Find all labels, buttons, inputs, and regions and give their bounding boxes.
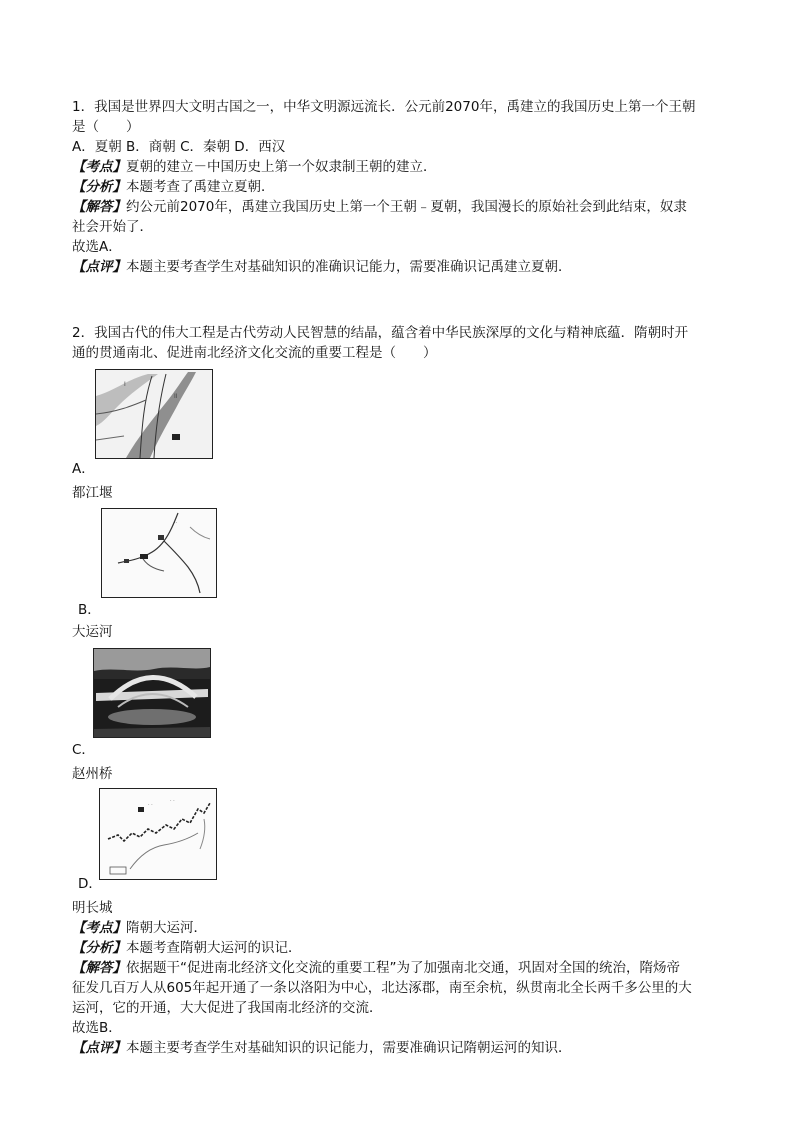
q2-dianping-text: 本题主要考查学生对基础知识的识记能力，需要准确识记隋朝运河的知识． — [126, 1040, 572, 1056]
q2-option-d-label: 明长城 — [72, 900, 113, 916]
question-1 — [72, 97, 722, 277]
q2-jieda-line3: 运河，它的开通，大大促进了我国南北经济的交流． — [72, 1000, 383, 1016]
q1-dianping — [72, 257, 722, 277]
svg-text:II: II — [174, 393, 178, 400]
q2-jieda-tag: 【解答】 — [72, 960, 126, 976]
q1-stem-line2: 是（ ） — [72, 119, 140, 135]
document-page — [72, 97, 722, 1058]
q1-fenxi-tag: 【分析】 — [72, 179, 126, 195]
q2-option-b — [72, 508, 722, 642]
q2-kaodian — [72, 918, 722, 938]
q1-stem-line1: 1．我国是世界四大文明古国之一，中华文明源远流长．公元前2070年，禹建立的我国历史上第一个王朝 — [72, 99, 696, 115]
q2-fenxi-tag: 【分析】 — [72, 940, 126, 956]
q2-fenxi — [72, 938, 722, 958]
q2-option-b-label: 大运河 — [72, 624, 113, 640]
q2-option-a-label: 都江堰 — [72, 485, 113, 501]
q2-option-d-letter: D． — [78, 876, 102, 892]
q1-kaodian — [72, 157, 722, 177]
svg-text:. .: . . — [170, 797, 175, 803]
q1-fenxi-text: 本题考查了禹建立夏朝． — [126, 179, 275, 195]
q1-jieda-line2: 社会开始了． — [72, 219, 153, 235]
q1-jieda — [72, 197, 722, 217]
question-2 — [72, 323, 722, 1058]
q2-option-d — [72, 788, 722, 918]
zhaozhou-bridge-photo — [93, 648, 211, 738]
q2-answer: 故选B． — [72, 1020, 122, 1036]
dujiangyan-map-image — [95, 369, 213, 459]
q2-jieda — [72, 958, 722, 978]
q2-option-c — [72, 648, 722, 784]
q2-kaodian-tag: 【考点】 — [72, 920, 126, 936]
q2-dianping — [72, 1038, 722, 1058]
q2-stem-line1: 2．我国古代的伟大工程是古代劳动人民智慧的结晶，蕴含着中华民族深厚的文化与精神底蕴．隋朝时开 — [72, 325, 689, 341]
ming-great-wall-map-image — [99, 788, 217, 880]
q1-fenxi — [72, 177, 722, 197]
q2-fenxi-text: 本题考查隋朝大运河的识记． — [126, 940, 302, 956]
q2-stem-line2: 通的贯通南北、促进南北经济文化交流的重要工程是（ ） — [72, 345, 437, 361]
q1-kaodian-tag: 【考点】 — [72, 159, 126, 175]
q2-option-c-letter: C． — [72, 742, 95, 758]
q1-jieda-text1: 约公元前2070年，禹建立我国历史上第一个王朝﹣夏朝，我国漫长的原始社会到此结束，奴隶 — [126, 199, 687, 215]
q1-dianping-text: 本题主要考查学生对基础知识的准确识记能力，需要准确识记禹建立夏朝． — [126, 259, 572, 275]
q2-option-c-label: 赵州桥 — [72, 766, 113, 782]
q2-option-a — [72, 369, 722, 503]
svg-text:. .: . . — [148, 801, 153, 807]
q1-kaodian-text: 夏朝的建立－中国历史上第一个奴隶制王朝的建立． — [126, 159, 437, 175]
q1-options: A．夏朝 B．商朝 C．秦朝 D．西汉 — [72, 139, 286, 155]
q2-option-b-letter: B． — [78, 602, 101, 618]
q1-dianping-tag: 【点评】 — [72, 259, 126, 275]
svg-text:..: .. — [174, 519, 178, 525]
q1-answer: 故选A． — [72, 239, 122, 255]
q2-jieda-text1: 依据题干“促进南北经济文化交流的重要工程”为了加强南北交通，巩固对全国的统治，隋炀帝 — [126, 960, 680, 976]
q2-dianping-tag: 【点评】 — [72, 1040, 126, 1056]
q2-kaodian-text: 隋朝大运河． — [126, 920, 207, 936]
q1-jieda-tag: 【解答】 — [72, 199, 126, 215]
q2-option-a-letter: A． — [72, 461, 95, 477]
svg-text:I: I — [124, 381, 126, 388]
q2-jieda-line2: 征发几百万人从605年起开通了一条以洛阳为中心，北达涿郡，南至余杭，纵贯南北全长两千多公里的大 — [72, 980, 692, 996]
grand-canal-map-image — [101, 508, 217, 598]
